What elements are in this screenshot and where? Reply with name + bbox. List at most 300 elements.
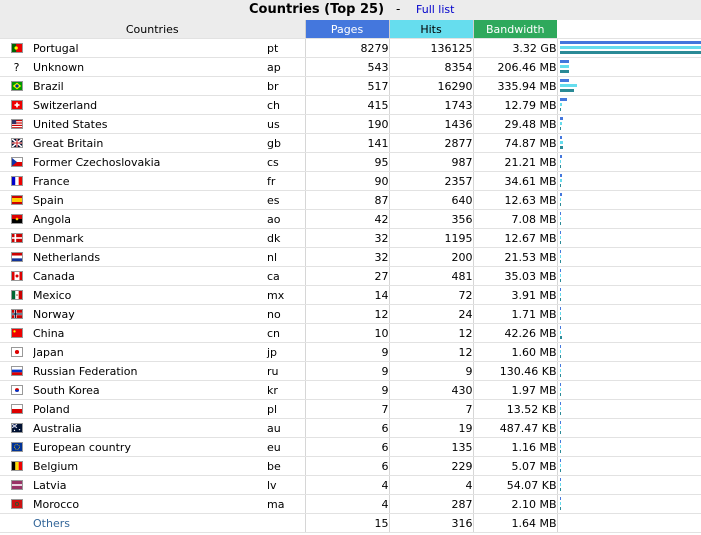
bar-group bbox=[558, 307, 701, 321]
graph-cell bbox=[557, 191, 701, 210]
country-name: Australia bbox=[33, 419, 267, 438]
hits-bar bbox=[560, 369, 561, 372]
flag-cell bbox=[0, 419, 33, 438]
pages-value: 32 bbox=[305, 248, 389, 267]
bandwidth-value: 1.16 MB bbox=[473, 438, 557, 457]
bandwidth-value: 42.26 MB bbox=[473, 324, 557, 343]
flag-cell bbox=[0, 381, 33, 400]
table-row bbox=[0, 457, 701, 476]
bandwidth-value: 7.08 MB bbox=[473, 210, 557, 229]
table-row bbox=[0, 362, 701, 381]
bar-group bbox=[558, 364, 701, 378]
flag-cell bbox=[0, 248, 33, 267]
pages-value: 6 bbox=[305, 438, 389, 457]
ma-flag-icon bbox=[11, 499, 23, 509]
hits-value: 1436 bbox=[389, 115, 473, 134]
country-code: ma bbox=[267, 495, 305, 514]
table-row bbox=[0, 400, 701, 419]
bandwidth-value: 130.46 KB bbox=[473, 362, 557, 381]
table-row bbox=[0, 381, 701, 400]
pages-bar bbox=[560, 402, 561, 405]
no-flag-icon bbox=[11, 309, 23, 319]
pages-value: 4 bbox=[305, 476, 389, 495]
dk-flag-icon bbox=[11, 233, 23, 243]
flag-cell bbox=[0, 476, 33, 495]
graph-cell bbox=[557, 153, 701, 172]
pages-bar bbox=[560, 345, 561, 348]
pages-value: 9 bbox=[305, 362, 389, 381]
hits-value: 72 bbox=[389, 286, 473, 305]
pages-bar bbox=[560, 117, 563, 120]
table-row bbox=[0, 324, 701, 343]
country-name: European country bbox=[33, 438, 267, 457]
graph-cell bbox=[557, 343, 701, 362]
hits-value: 12 bbox=[389, 324, 473, 343]
kr-flag-icon bbox=[11, 385, 23, 395]
country-name: Norway bbox=[33, 305, 267, 324]
bandwidth-bar bbox=[560, 89, 574, 92]
country-code bbox=[267, 514, 305, 533]
pages-bar bbox=[560, 231, 561, 234]
hits-bar bbox=[560, 331, 561, 334]
bandwidth-value: 54.07 KB bbox=[473, 476, 557, 495]
country-code: pt bbox=[267, 39, 305, 58]
graph-cell bbox=[557, 362, 701, 381]
hits-value: 16290 bbox=[389, 77, 473, 96]
table-row bbox=[0, 419, 701, 438]
bandwidth-value: 3.91 MB bbox=[473, 286, 557, 305]
pages-value: 42 bbox=[305, 210, 389, 229]
mx-flag-icon bbox=[11, 290, 23, 300]
flag-cell bbox=[0, 438, 33, 457]
pages-bar bbox=[560, 155, 562, 158]
bandwidth-value: 3.32 GB bbox=[473, 39, 557, 58]
graph-cell bbox=[557, 210, 701, 229]
graph-cell bbox=[557, 39, 701, 58]
cn-flag-icon bbox=[11, 328, 23, 338]
hits-bar bbox=[560, 141, 563, 144]
country-name: United States bbox=[33, 115, 267, 134]
hits-bar bbox=[560, 293, 561, 296]
bandwidth-value: 335.94 MB bbox=[473, 77, 557, 96]
country-code: nl bbox=[267, 248, 305, 267]
ca-flag-icon bbox=[11, 271, 23, 281]
table-row bbox=[0, 58, 701, 77]
bar-group bbox=[558, 60, 701, 74]
country-name: Morocco bbox=[33, 495, 267, 514]
hits-bar bbox=[560, 46, 701, 49]
full-list-link[interactable]: Full list bbox=[416, 3, 455, 16]
country-code: cn bbox=[267, 324, 305, 343]
bandwidth-bar bbox=[560, 127, 561, 130]
country-code: cs bbox=[267, 153, 305, 172]
pages-value: 543 bbox=[305, 58, 389, 77]
hits-bar bbox=[560, 122, 562, 125]
hits-bar bbox=[560, 464, 561, 467]
pages-value: 415 bbox=[305, 96, 389, 115]
pages-bar bbox=[560, 41, 701, 44]
hits-value: 12 bbox=[389, 343, 473, 362]
bar-group bbox=[558, 288, 701, 302]
pages-bar bbox=[560, 364, 561, 367]
table-row bbox=[0, 438, 701, 457]
bandwidth-bar bbox=[560, 203, 561, 206]
pages-value: 517 bbox=[305, 77, 389, 96]
flag-cell bbox=[0, 39, 33, 58]
pl-flag-icon bbox=[11, 404, 23, 414]
pages-value: 9 bbox=[305, 381, 389, 400]
bandwidth-bar bbox=[560, 412, 561, 415]
bandwidth-bar bbox=[560, 51, 701, 54]
eu-flag-icon bbox=[11, 442, 23, 452]
bandwidth-value: 2.10 MB bbox=[473, 495, 557, 514]
bar-group bbox=[558, 326, 701, 340]
gb-flag-icon bbox=[11, 138, 23, 148]
hits-bar bbox=[560, 426, 561, 429]
bandwidth-bar bbox=[560, 184, 561, 187]
bar-group bbox=[558, 117, 701, 131]
pages-value: 90 bbox=[305, 172, 389, 191]
country-name: Unknown bbox=[33, 58, 267, 77]
countries-table bbox=[0, 20, 701, 533]
table-row bbox=[0, 476, 701, 495]
flag-cell bbox=[0, 362, 33, 381]
hits-value: 430 bbox=[389, 381, 473, 400]
countries-column-header: Countries bbox=[0, 20, 305, 39]
graph-cell bbox=[557, 286, 701, 305]
hits-bar bbox=[560, 160, 561, 163]
hits-bar bbox=[560, 388, 561, 391]
hits-bar bbox=[560, 312, 561, 315]
be-flag-icon bbox=[11, 461, 23, 471]
ch-flag-icon bbox=[11, 100, 23, 110]
bar-group bbox=[558, 174, 701, 188]
pages-bar bbox=[560, 269, 561, 272]
bar-group bbox=[558, 41, 701, 55]
country-code: ao bbox=[267, 210, 305, 229]
country-name: Netherlands bbox=[33, 248, 267, 267]
es-flag-icon bbox=[11, 195, 23, 205]
hits-value: 135 bbox=[389, 438, 473, 457]
ao-flag-icon bbox=[11, 214, 23, 224]
flag-cell bbox=[0, 58, 33, 77]
graph-cell bbox=[557, 172, 701, 191]
country-code: be bbox=[267, 457, 305, 476]
country-code: pl bbox=[267, 400, 305, 419]
pages-bar bbox=[560, 383, 561, 386]
hits-bar bbox=[560, 179, 562, 182]
graph-cell bbox=[557, 305, 701, 324]
pages-value: 15 bbox=[305, 514, 389, 533]
hits-value: 640 bbox=[389, 191, 473, 210]
flag-cell bbox=[0, 210, 33, 229]
hits-value: 200 bbox=[389, 248, 473, 267]
pages-bar bbox=[560, 459, 561, 462]
bar-group bbox=[558, 212, 701, 226]
cs-flag-icon bbox=[11, 157, 23, 167]
bar-group bbox=[558, 250, 701, 264]
bar-group bbox=[558, 136, 701, 150]
hits-value: 987 bbox=[389, 153, 473, 172]
bandwidth-bar bbox=[560, 450, 561, 453]
country-code: dk bbox=[267, 229, 305, 248]
pages-bar bbox=[560, 193, 562, 196]
hits-value: 4 bbox=[389, 476, 473, 495]
table-row bbox=[0, 172, 701, 191]
table-row bbox=[0, 305, 701, 324]
bandwidth-value: 21.53 MB bbox=[473, 248, 557, 267]
bar-group bbox=[558, 269, 701, 283]
flag-cell bbox=[0, 77, 33, 96]
graph-cell bbox=[557, 96, 701, 115]
graph-column-header bbox=[557, 20, 701, 39]
bandwidth-value: 74.87 MB bbox=[473, 134, 557, 153]
flag-cell bbox=[0, 191, 33, 210]
graph-cell bbox=[557, 248, 701, 267]
graph-cell bbox=[557, 381, 701, 400]
flag-cell bbox=[0, 153, 33, 172]
bandwidth-bar bbox=[560, 507, 561, 510]
country-name: Angola bbox=[33, 210, 267, 229]
bandwidth-bar bbox=[560, 108, 561, 111]
hits-bar bbox=[560, 198, 561, 201]
pages-bar bbox=[560, 136, 562, 139]
hits-bar bbox=[560, 65, 569, 68]
hits-value: 287 bbox=[389, 495, 473, 514]
country-name: South Korea bbox=[33, 381, 267, 400]
hits-bar bbox=[560, 236, 561, 239]
graph-cell bbox=[557, 115, 701, 134]
bar-group bbox=[558, 440, 701, 454]
graph-cell bbox=[557, 267, 701, 286]
country-name: Former Czechoslovakia bbox=[33, 153, 267, 172]
table-row bbox=[0, 39, 701, 58]
pages-value: 6 bbox=[305, 419, 389, 438]
lv-flag-icon bbox=[11, 480, 23, 490]
bandwidth-value: 1.97 MB bbox=[473, 381, 557, 400]
pages-column-header: Pages bbox=[305, 20, 389, 39]
country-code: gb bbox=[267, 134, 305, 153]
bandwidth-value: 29.48 MB bbox=[473, 115, 557, 134]
pages-bar bbox=[560, 421, 561, 424]
flag-cell bbox=[0, 514, 33, 533]
country-name: Switzerland bbox=[33, 96, 267, 115]
pages-bar bbox=[560, 79, 569, 82]
hits-value: 2357 bbox=[389, 172, 473, 191]
pages-value: 7 bbox=[305, 400, 389, 419]
report-header bbox=[0, 0, 701, 21]
hits-value: 24 bbox=[389, 305, 473, 324]
country-code: br bbox=[267, 77, 305, 96]
hits-value: 19 bbox=[389, 419, 473, 438]
bandwidth-value: 1.64 MB bbox=[473, 514, 557, 533]
graph-cell bbox=[557, 476, 701, 495]
hits-value: 481 bbox=[389, 267, 473, 286]
bandwidth-column-header: Bandwidth bbox=[473, 20, 557, 39]
bar-group bbox=[558, 155, 701, 169]
pages-value: 10 bbox=[305, 324, 389, 343]
graph-cell bbox=[557, 229, 701, 248]
bandwidth-bar bbox=[560, 222, 561, 225]
pages-value: 8279 bbox=[305, 39, 389, 58]
country-name: Poland bbox=[33, 400, 267, 419]
report-title: Countries (Top 25) bbox=[249, 2, 385, 17]
bandwidth-value: 5.07 MB bbox=[473, 457, 557, 476]
country-code: es bbox=[267, 191, 305, 210]
others-row bbox=[0, 514, 701, 533]
hits-bar bbox=[560, 502, 561, 505]
bandwidth-bar bbox=[560, 374, 561, 377]
flag-cell bbox=[0, 343, 33, 362]
country-name: Canada bbox=[33, 267, 267, 286]
bandwidth-bar bbox=[560, 469, 561, 472]
country-name: Portugal bbox=[33, 39, 267, 58]
bar-group bbox=[558, 193, 701, 207]
country-code: au bbox=[267, 419, 305, 438]
pages-value: 27 bbox=[305, 267, 389, 286]
flag-cell bbox=[0, 400, 33, 419]
graph-cell bbox=[557, 495, 701, 514]
pages-bar bbox=[560, 440, 561, 443]
bar-group bbox=[558, 497, 701, 511]
pages-value: 6 bbox=[305, 457, 389, 476]
bandwidth-value: 1.60 MB bbox=[473, 343, 557, 362]
pages-bar bbox=[560, 98, 567, 101]
bandwidth-value: 12.63 MB bbox=[473, 191, 557, 210]
table-row bbox=[0, 96, 701, 115]
bandwidth-value: 206.46 MB bbox=[473, 58, 557, 77]
question-mark-icon: ? bbox=[13, 60, 20, 74]
graph-cell bbox=[557, 419, 701, 438]
graph-cell bbox=[557, 58, 701, 77]
ru-flag-icon bbox=[11, 366, 23, 376]
bar-group bbox=[558, 383, 701, 397]
hits-value: 136125 bbox=[389, 39, 473, 58]
jp-flag-icon bbox=[11, 347, 23, 357]
pages-bar bbox=[560, 497, 561, 500]
flag-cell bbox=[0, 229, 33, 248]
flag-cell bbox=[0, 115, 33, 134]
bandwidth-bar bbox=[560, 355, 561, 358]
hits-value: 8354 bbox=[389, 58, 473, 77]
bar-group bbox=[558, 79, 701, 93]
pages-value: 141 bbox=[305, 134, 389, 153]
flag-cell bbox=[0, 172, 33, 191]
country-name: Denmark bbox=[33, 229, 267, 248]
country-name: China bbox=[33, 324, 267, 343]
hits-value: 1743 bbox=[389, 96, 473, 115]
table-row bbox=[0, 134, 701, 153]
bar-group bbox=[558, 402, 701, 416]
country-code: eu bbox=[267, 438, 305, 457]
country-name: Japan bbox=[33, 343, 267, 362]
country-name: Others bbox=[33, 514, 267, 533]
country-code: ca bbox=[267, 267, 305, 286]
pages-value: 4 bbox=[305, 495, 389, 514]
pages-bar bbox=[560, 250, 561, 253]
bar-group bbox=[558, 345, 701, 359]
pages-bar bbox=[560, 307, 561, 310]
bandwidth-value: 34.61 MB bbox=[473, 172, 557, 191]
bandwidth-bar bbox=[560, 279, 561, 282]
bar-group bbox=[558, 459, 701, 473]
table-row bbox=[0, 267, 701, 286]
bandwidth-value: 487.47 KB bbox=[473, 419, 557, 438]
bandwidth-bar bbox=[560, 431, 561, 434]
country-code: kr bbox=[267, 381, 305, 400]
pages-bar bbox=[560, 212, 561, 215]
hits-bar bbox=[560, 84, 577, 87]
country-code: jp bbox=[267, 343, 305, 362]
bandwidth-value: 12.79 MB bbox=[473, 96, 557, 115]
pages-bar bbox=[560, 326, 561, 329]
fr-flag-icon bbox=[11, 176, 23, 186]
pages-value: 95 bbox=[305, 153, 389, 172]
table-row bbox=[0, 343, 701, 362]
country-code: lv bbox=[267, 476, 305, 495]
table-row bbox=[0, 191, 701, 210]
bandwidth-bar bbox=[560, 393, 561, 396]
flag-cell bbox=[0, 134, 33, 153]
country-name: Brazil bbox=[33, 77, 267, 96]
hits-bar bbox=[560, 483, 561, 486]
hits-bar bbox=[560, 217, 561, 220]
pages-value: 32 bbox=[305, 229, 389, 248]
graph-cell bbox=[557, 438, 701, 457]
bandwidth-bar bbox=[560, 241, 561, 244]
pt-flag-icon bbox=[11, 43, 23, 53]
graph-cell bbox=[557, 134, 701, 153]
hits-column-header: Hits bbox=[389, 20, 473, 39]
bar-group bbox=[558, 231, 701, 245]
hits-value: 356 bbox=[389, 210, 473, 229]
bandwidth-bar bbox=[560, 260, 561, 263]
country-name: France bbox=[33, 172, 267, 191]
hits-bar bbox=[560, 407, 561, 410]
pages-bar bbox=[560, 288, 561, 291]
nl-flag-icon bbox=[11, 252, 23, 262]
us-flag-icon bbox=[11, 119, 23, 129]
hits-bar bbox=[560, 255, 561, 258]
pages-bar bbox=[560, 478, 561, 481]
hits-value: 9 bbox=[389, 362, 473, 381]
country-code: ch bbox=[267, 96, 305, 115]
bandwidth-value: 1.71 MB bbox=[473, 305, 557, 324]
bandwidth-value: 21.21 MB bbox=[473, 153, 557, 172]
country-name: Great Britain bbox=[33, 134, 267, 153]
country-code: us bbox=[267, 115, 305, 134]
bandwidth-bar bbox=[560, 488, 561, 491]
bandwidth-bar bbox=[560, 70, 569, 73]
bandwidth-value: 35.03 MB bbox=[473, 267, 557, 286]
flag-cell bbox=[0, 457, 33, 476]
hits-value: 316 bbox=[389, 514, 473, 533]
br-flag-icon bbox=[11, 81, 23, 91]
table-header-row bbox=[0, 20, 701, 39]
pages-value: 87 bbox=[305, 191, 389, 210]
country-code: ru bbox=[267, 362, 305, 381]
graph-cell bbox=[557, 324, 701, 343]
hits-bar bbox=[560, 350, 561, 353]
pages-value: 9 bbox=[305, 343, 389, 362]
country-code: no bbox=[267, 305, 305, 324]
hits-value: 7 bbox=[389, 400, 473, 419]
hits-value: 2877 bbox=[389, 134, 473, 153]
flag-cell bbox=[0, 305, 33, 324]
table-row bbox=[0, 210, 701, 229]
hits-value: 229 bbox=[389, 457, 473, 476]
bandwidth-bar bbox=[560, 336, 562, 339]
